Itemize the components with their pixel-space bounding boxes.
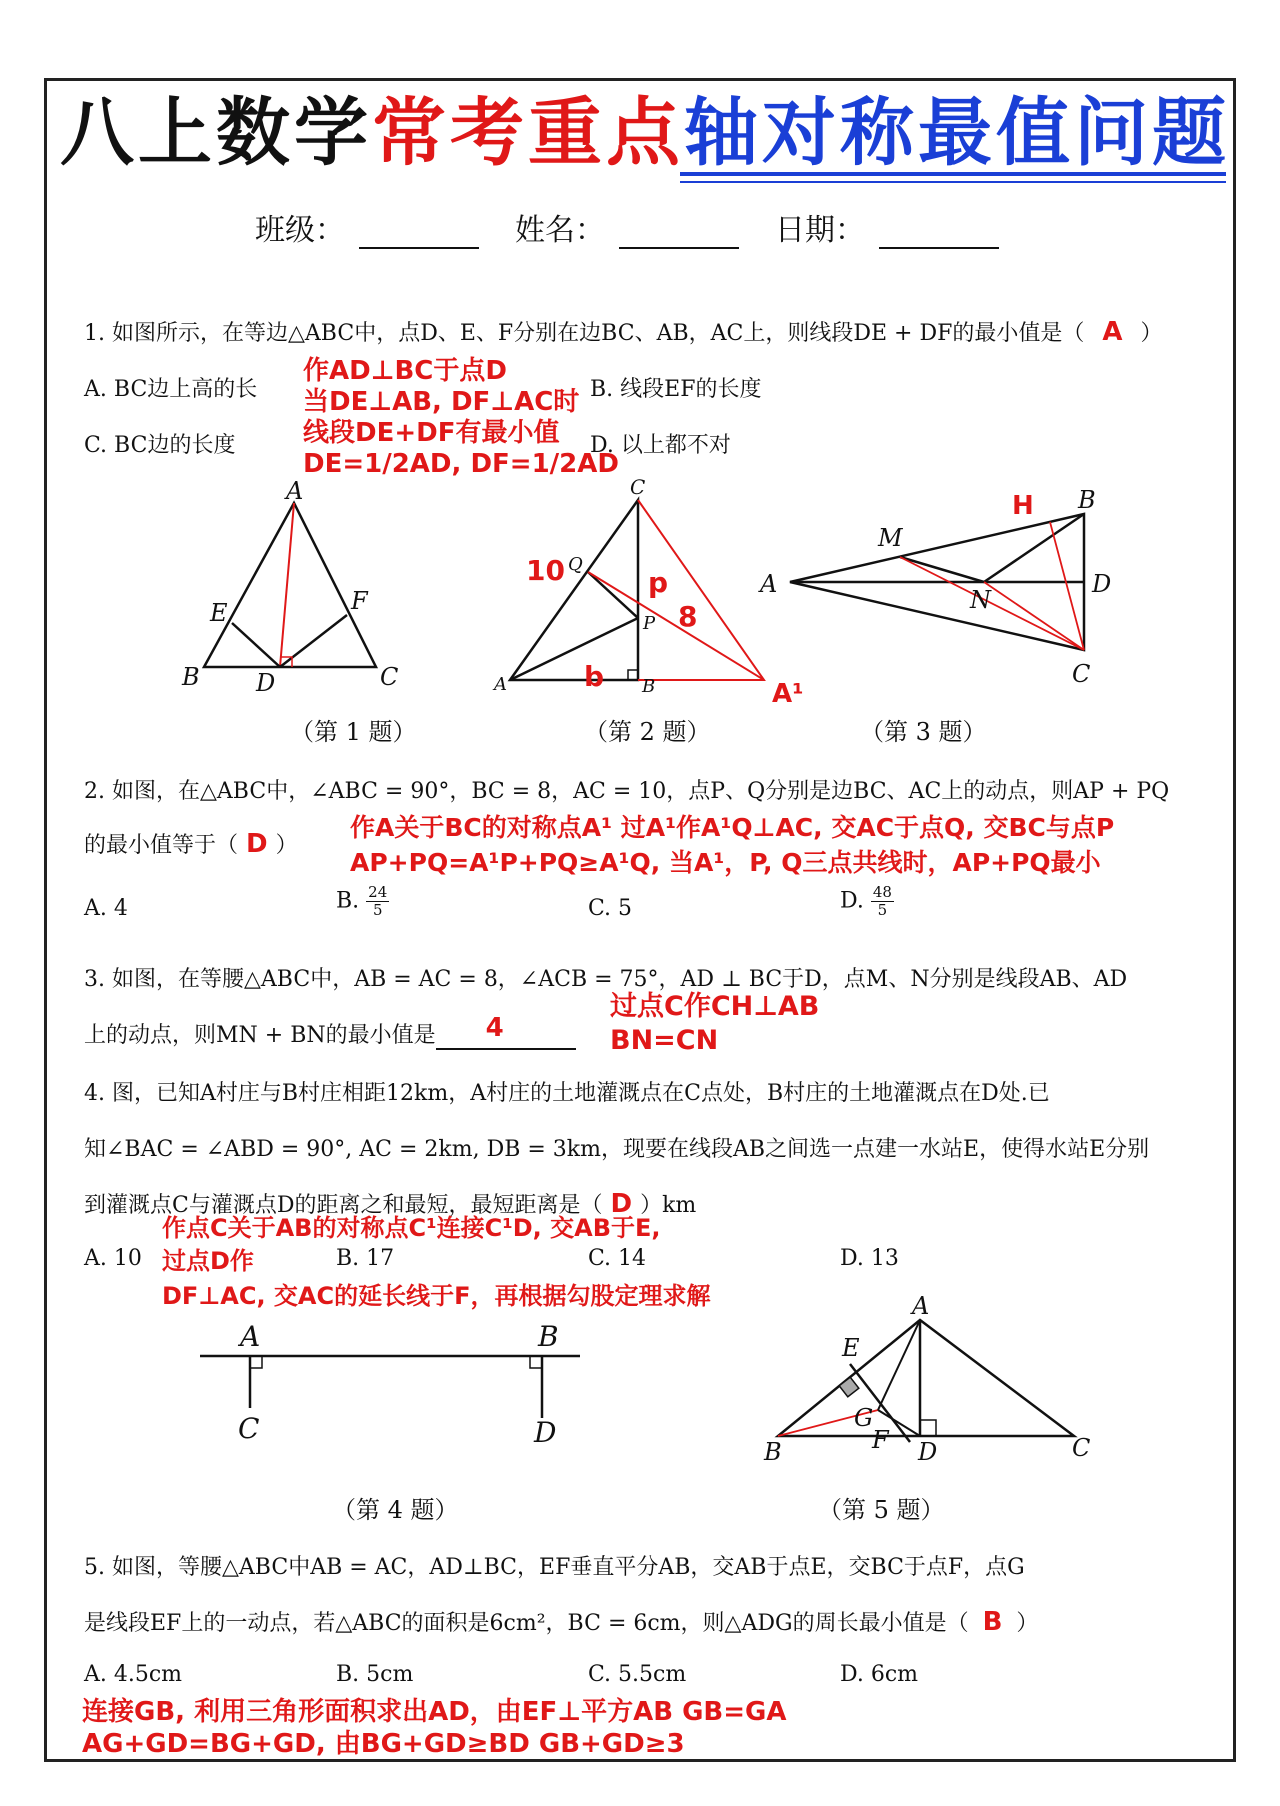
fig3-segment-nb [984, 514, 1084, 582]
fig4-label-a: A [240, 1320, 261, 1353]
caption-5: （第 5 题） [818, 1496, 945, 1524]
fig2-label-8: 8 [678, 600, 698, 633]
fig4-right-angle-a [250, 1356, 262, 1368]
figure-3 [750, 478, 1130, 698]
fig2-label-b-note: b [584, 660, 605, 693]
figure-5 [750, 1292, 1110, 1472]
q4-option-c: C. 14 [588, 1246, 647, 1271]
q1-option-d: D. 以上都不对 [590, 433, 731, 458]
q4-stem-2: 知∠BAC = ∠ABD = 90°, AC = 2km, DB = 3km，现要在线段AB之间选一点建一水站E，使得水站E分别 [84, 1137, 1150, 1162]
fig5-label-b: B [764, 1438, 782, 1466]
fig2-label-c: C [630, 475, 646, 499]
fig1-triangle [204, 503, 376, 667]
caption-1: （第 1 题） [290, 718, 417, 746]
q2-option-c: C. 5 [588, 896, 633, 921]
q3-answer: 4 [485, 1013, 504, 1043]
q4-notes: 作点C关于AB的对称点C¹连接C¹D, 交AB于E, 过点D作 [162, 1214, 661, 1275]
q2-notes: 作A关于BC的对称点A¹ 过A¹作A¹Q⊥AC, 交AC于点Q, 交BC与点P AP+PQ=A¹P+PQ≥A¹Q, 当A¹，P, Q三点共线时，AP+PQ最小 [350, 813, 1115, 877]
date-label: 日期： [775, 213, 865, 248]
q3-stem-1: 3. 如图，在等腰△ABC中，AB = AC = 8，∠ACB = 75°，AD ⊥ BC于D，点M、N分别是线段AB、AD [84, 967, 1128, 992]
fig1-segment-df [280, 615, 347, 667]
fig3-label-b: B [1078, 486, 1096, 514]
fig2-label-p: P [643, 613, 656, 634]
fig1-altitude [280, 503, 294, 667]
title-part-1: 八上数学 [60, 90, 372, 176]
fig1-label-c: C [380, 663, 399, 691]
q2-answer: D [246, 829, 268, 859]
fig2-segment-pq [588, 572, 638, 618]
fig4-label-d: D [534, 1416, 557, 1449]
fig5-label-f: F [872, 1426, 889, 1454]
q1-answer: A [1102, 317, 1123, 347]
fig3-label-m: M [878, 524, 903, 552]
fig3-label-c: C [1072, 660, 1091, 688]
fig2-label-p-note: p [648, 566, 669, 599]
q4-notes-last: DF⊥AC, 交AC的延长线于F，再根据勾股定理求解 [162, 1282, 711, 1310]
fig5-segment-ga [878, 1320, 920, 1410]
fig2-label-q: Q [568, 554, 583, 575]
fig1-label-a: A [286, 477, 304, 505]
fig5-label-c: C [1072, 1434, 1091, 1462]
q4-stem-3: 到灌溉点C与灌溉点D的距离之和最短，最短距离是（ D ）km [84, 1189, 697, 1219]
q1-option-a: A. BC边上高的长 [84, 377, 258, 402]
fig1-label-d: D [256, 669, 276, 697]
q2-stem-2: 的最小值等于（ D ） [84, 829, 298, 859]
q1-stem: 1. 如图所示，在等边△ABC中，点D、E、F分别在边BC、AB，AC上，则线段DE + DF的最小值是（ A ） [84, 317, 1163, 347]
q2-stem-1: 2. 如图，在△ABC中，∠ABC = 90°，BC = 8，AC = 10，点P、Q分别是边BC、AC上的动点，则AP + PQ [84, 779, 1170, 804]
fig2-label-10: 10 [526, 554, 565, 587]
fig2-label-a: A [494, 674, 507, 695]
fig3-label-h: H [1012, 491, 1034, 521]
fig5-right-angle-e [839, 1377, 859, 1397]
q2-option-a: A. 4 [84, 896, 128, 921]
fig1-label-f: F [351, 587, 368, 615]
q4-option-a: A. 10 [84, 1246, 142, 1271]
q2-option-d: D. $\frac{48}{5}$ [840, 883, 892, 919]
fig4-label-b: B [538, 1320, 559, 1353]
student-info-row [255, 205, 1035, 249]
q5-notes: 连接GB, 利用三角形面积求出AD，由EF⊥平方AB GB=GA AG+GD=BG+GD, 由BG+GD≥BD GB+GD≥3 [82, 1697, 787, 1759]
fig2-label-a1: A¹ [772, 679, 804, 709]
fig1-segment-de [232, 623, 280, 667]
q2-option-b: B. $\frac{24}{5}$ [336, 883, 388, 919]
fig4-right-angle-b [530, 1356, 542, 1368]
fig1-label-e: E [210, 599, 228, 627]
fig5-label-a: A [912, 1292, 930, 1320]
q4-answer: D [610, 1189, 633, 1219]
fig3-label-d: D [1092, 570, 1112, 598]
fig3-segment-mc [900, 557, 1084, 650]
q3-notes: 过点C作CH⊥AB BN=CN [610, 991, 820, 1056]
q5-option-a: A. 4.5cm [84, 1662, 183, 1687]
fig4-label-c: C [238, 1412, 260, 1445]
q4-option-d: D. 13 [840, 1246, 899, 1271]
date-field[interactable] [879, 219, 999, 249]
q5-option-d: D. 6cm [840, 1662, 919, 1687]
class-label: 班级： [255, 213, 345, 248]
figure-1 [180, 477, 410, 700]
page-title [60, 88, 1230, 178]
title-underline [680, 172, 1226, 183]
q5-option-c: C. 5.5cm [588, 1662, 687, 1687]
fig3-label-n: N [970, 586, 991, 614]
q1-option-c: C. BC边的长度 [84, 433, 236, 458]
fig2-label-b: B [642, 676, 656, 697]
q3-stem-2: 上的动点，则MN + BN的最小值是 4 [84, 1018, 576, 1050]
name-field[interactable] [619, 219, 739, 249]
caption-4: （第 4 题） [332, 1496, 459, 1524]
title-part-2: 常考重点 [372, 90, 684, 176]
figure-4 [190, 1318, 590, 1448]
fig5-label-g: G [854, 1404, 874, 1432]
q5-answer: B [982, 1607, 1003, 1637]
fig2-segment-ap [510, 618, 638, 680]
q1-option-b: B. 线段EF的长度 [590, 377, 762, 402]
q5-stem-1: 5. 如图，等腰△ABC中AB = AC，AD⊥BC，EF垂直平分AB，交AB于点E，交BC于点F，点G [84, 1555, 1025, 1580]
fig5-triangle [778, 1320, 1074, 1436]
fig5-label-e: E [842, 1334, 860, 1362]
q5-option-b: B. 5cm [336, 1662, 414, 1687]
fig3-label-a: A [760, 570, 778, 598]
fig1-label-b: B [182, 663, 200, 691]
q5-stem-2: 是线段EF上的一动点，若△ABC的面积是6cm²，BC = 6cm，则△ADG的周长最小值是（ B ） [84, 1607, 1039, 1637]
title-part-3: 轴对称最值问题 [684, 90, 1230, 176]
class-field[interactable] [359, 219, 479, 249]
fig5-right-angle-d [920, 1420, 936, 1436]
q4-option-b: B. 17 [336, 1246, 395, 1271]
fig5-label-d: D [918, 1438, 938, 1466]
q4-stem-1: 4. 图，已知A村庄与B村庄相距12km，A村庄的土地灌溉点在C点处，B村庄的土地灌溉点在D处.已 [84, 1081, 1050, 1106]
q1-notes: 作AD⊥BC于点D 当DE⊥AB, DF⊥AC时 线段DE+DF有最小值 DE=1/2AD, DF=1/2AD [303, 356, 619, 479]
name-label: 姓名： [515, 213, 605, 248]
fig2-segment-qa1 [588, 572, 764, 680]
caption-3: （第 3 题） [860, 718, 987, 746]
fig2-right-angle [628, 670, 638, 680]
caption-2: （第 2 题） [584, 718, 711, 746]
